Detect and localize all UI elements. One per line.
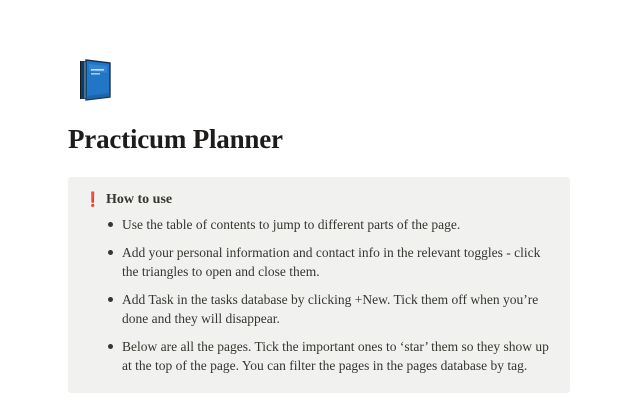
callout-header <box>84 191 554 209</box>
list-item: Below are all the pages. Tick the important ones to ‘star’ them so they show up at the top of the page. You can filter the pages in the pages database by tag. <box>106 337 554 375</box>
blue-notebook-icon[interactable] <box>68 52 124 108</box>
exclamation-mark-icon: ❗ <box>84 192 102 209</box>
top-spacer <box>0 0 640 26</box>
list-item: Use the table of contents to jump to different parts of the page. <box>106 215 554 234</box>
callout-block <box>68 177 570 393</box>
instructions-list <box>84 215 554 375</box>
callout-title: How to use <box>106 192 173 208</box>
list-item: Add Task in the tasks database by clicking +New. Tick them off when you’re done and they will disappear. <box>106 290 554 328</box>
page-title: Practicum Planner <box>68 124 283 154</box>
list-item: Add your personal information and contact info in the relevant toggles - click the triangles to open and close them. <box>106 243 554 281</box>
page-content <box>0 52 640 393</box>
